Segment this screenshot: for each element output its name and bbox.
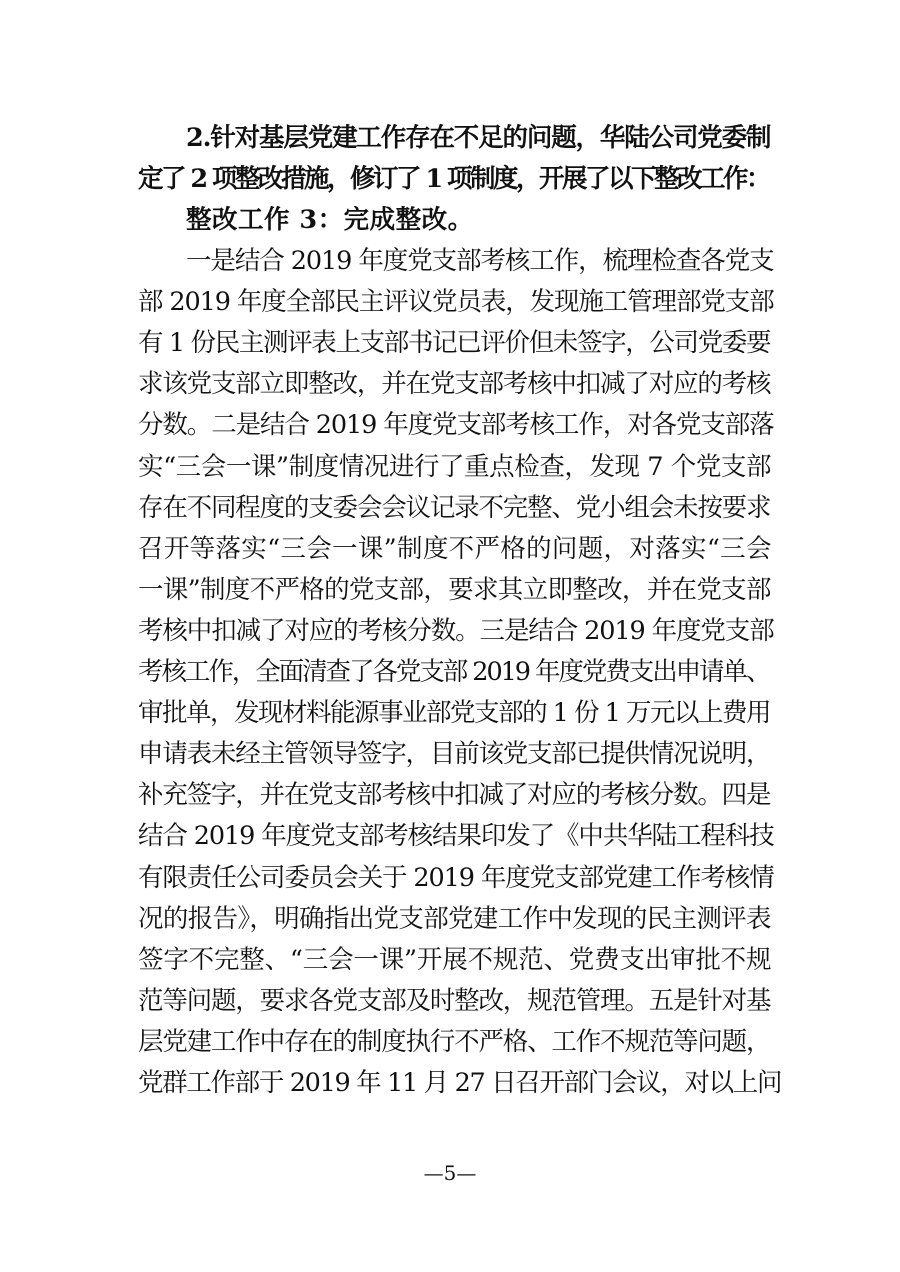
paragraph-line: 结合 2019 年度党支部考核结果印发了《中共华陆工程科技 xyxy=(138,821,774,851)
paragraph-line: 签字不完整、“三会一课”开展不规范、党费支出审批不规 xyxy=(138,945,772,975)
paragraph-line: 党群工作部于 2019 年 11 月 27 日召开部门会议，对以上问 xyxy=(138,1068,782,1098)
paragraph-line: 有 1 份民主测评表上支部书记已评价但未签字，公司党委要 xyxy=(138,328,771,358)
paragraph-line: 有限责任公司委员会关于 2019 年度党支部党建工作考核情 xyxy=(138,863,774,893)
paragraph-line: 层党建工作中存在的制度执行不严格、工作不规范等问题， xyxy=(138,1027,771,1057)
heading-line: 整改工作 3：完成整改。 xyxy=(186,205,474,235)
paragraph-line: 范等问题，要求各党支部及时整改，规范管理。五是针对基 xyxy=(138,986,771,1016)
paragraph-line: 召开等落实“三会一课”制度不严格的问题，对落实“三会 xyxy=(138,534,772,564)
paragraph-line: 审批单，发现材料能源事业部党支部的 1 份 1 万元以上费用 xyxy=(138,698,771,728)
page-number: —5— xyxy=(423,1161,477,1185)
paragraph-line: 实“三会一课”制度情况进行了重点检查，发现 7 个党支部 xyxy=(138,452,772,482)
heading-line: 2.针对基层党建工作存在不足的问题，华陆公司党委制 xyxy=(186,123,771,153)
paragraph-line: 补充签字，并在党支部考核中扣减了对应的考核分数。四是 xyxy=(138,780,771,810)
paragraph-line: 申请表未经主管领导签字，目前该党支部已提供情况说明， xyxy=(138,739,771,769)
paragraph-line: 一是结合 2019 年度党支部考核工作，梳理检查各党支 xyxy=(186,246,774,276)
paragraph-line: 求该党支部立即整改，并在党支部考核中扣减了对应的考核 xyxy=(138,369,771,399)
paragraph-line: 部 2019 年度全部民主评议党员表，发现施工管理部党支部 xyxy=(138,287,774,317)
paragraph-line: 存在不同程度的支委会会议记录不完整、党小组会未按要求 xyxy=(138,493,771,523)
paragraph-line: 考核中扣减了对应的考核分数。三是结合 2019 年度党支部 xyxy=(138,616,774,646)
paragraph-line: 况的报告》，明确指出党支部党建工作中发现的民主测评表 xyxy=(138,904,771,934)
paragraph-line: 分数。二是结合 2019 年度党支部考核工作，对各党支部落 xyxy=(138,410,774,440)
paragraph-line: 一课”制度不严格的党支部，要求其立即整改，并在党支部 xyxy=(138,575,771,605)
heading-line: 定了 2 项整改措施，修订了 1 项制度，开展了以下整改工作： xyxy=(138,164,769,194)
paragraph-line: 考核工作，全面清查了各党支部 2019 年度党费支出申请单、 xyxy=(138,657,770,687)
